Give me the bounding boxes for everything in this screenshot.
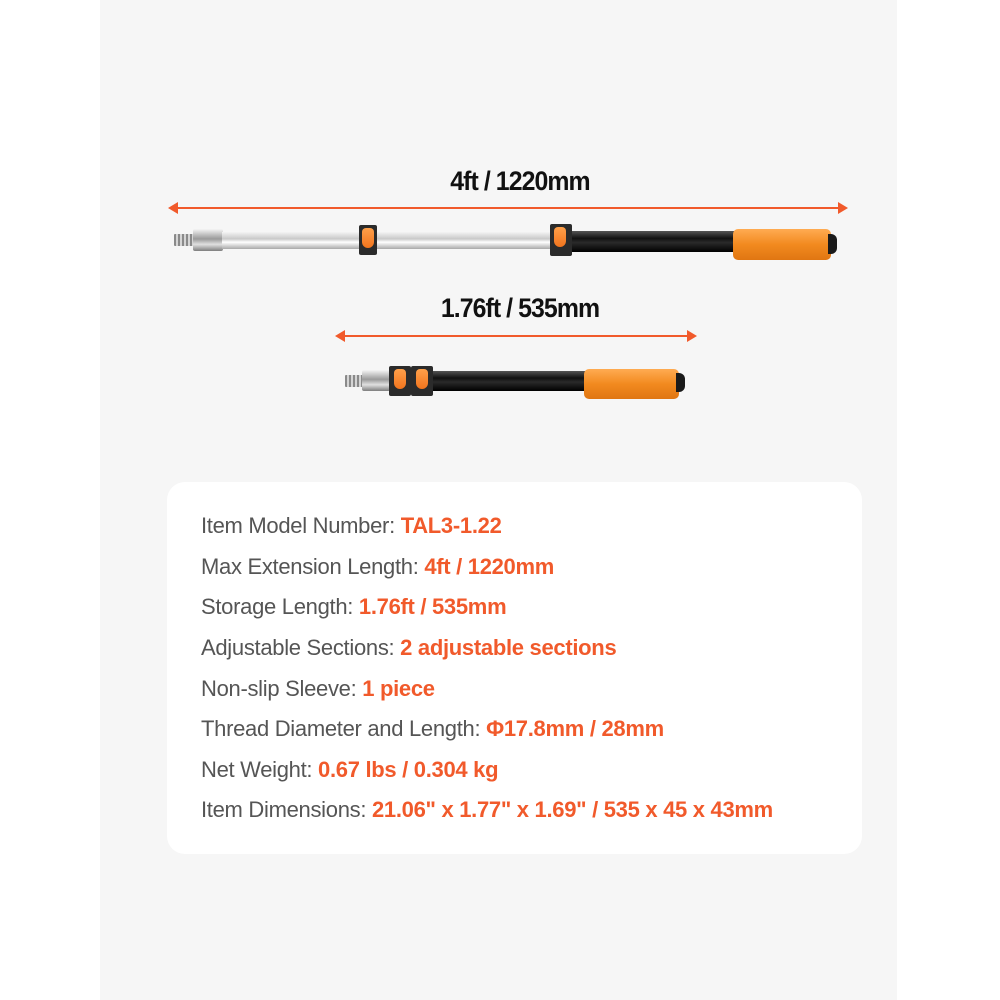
spec-label: Storage Length: xyxy=(201,594,359,619)
outer-section xyxy=(433,371,589,391)
spec-adjustable-sections xyxy=(201,635,616,661)
lock-clamp-1 xyxy=(389,366,411,396)
spec-label: Item Dimensions: xyxy=(201,797,372,822)
spec-label: Adjustable Sections: xyxy=(201,635,401,660)
lock-tab xyxy=(554,227,566,247)
spec-max-extension xyxy=(201,554,554,580)
inner-section xyxy=(222,232,552,249)
extended-length-label: 4ft / 1220mm xyxy=(450,166,590,196)
spec-label: Max Extension Length: xyxy=(201,554,425,579)
storage-length-label: 1.76ft / 535mm xyxy=(440,293,600,323)
lock-clamp-2 xyxy=(550,224,572,256)
spec-label: Net Weight: xyxy=(201,757,319,782)
spec-thread xyxy=(201,716,664,742)
ferrule xyxy=(362,370,390,391)
spec-value: 4ft / 1220mm xyxy=(424,554,555,579)
thread-tip xyxy=(174,234,194,246)
spec-value: TAL3-1.22 xyxy=(400,513,502,538)
end-cap xyxy=(828,234,837,254)
end-cap xyxy=(676,373,685,392)
spec-value: 21.06" x 1.77" x 1.69" / 535 x 45 x 43mm xyxy=(371,797,773,822)
foam-grip xyxy=(584,369,679,399)
spec-model-number xyxy=(201,513,502,539)
spec-value: Φ17.8mm / 28mm xyxy=(486,716,664,741)
spec-item-dimensions xyxy=(201,797,773,823)
spec-value: 0.67 lbs / 0.304 kg xyxy=(318,757,499,782)
lock-clamp-2 xyxy=(411,366,433,396)
spec-label: Non-slip Sleeve: xyxy=(201,676,363,701)
spec-label: Item Model Number: xyxy=(201,513,401,538)
specifications-card xyxy=(167,482,862,854)
foam-grip xyxy=(733,229,831,260)
lock-clamp-1 xyxy=(359,225,377,255)
lock-tab xyxy=(416,369,428,389)
spec-value: 2 adjustable sections xyxy=(400,635,617,660)
spec-storage-length xyxy=(201,594,506,620)
extended-length-arrow xyxy=(170,207,846,209)
lock-tab xyxy=(362,228,374,248)
thread-tip xyxy=(345,375,363,387)
spec-value: 1 piece xyxy=(362,676,435,701)
spec-value: 1.76ft / 535mm xyxy=(358,594,507,619)
spec-label: Thread Diameter and Length: xyxy=(201,716,487,741)
outer-section xyxy=(568,231,738,252)
spec-non-slip-sleeve xyxy=(201,676,435,702)
storage-length-arrow xyxy=(337,335,695,337)
spec-net-weight xyxy=(201,757,498,783)
ferrule xyxy=(193,229,223,251)
lock-tab xyxy=(394,369,406,389)
